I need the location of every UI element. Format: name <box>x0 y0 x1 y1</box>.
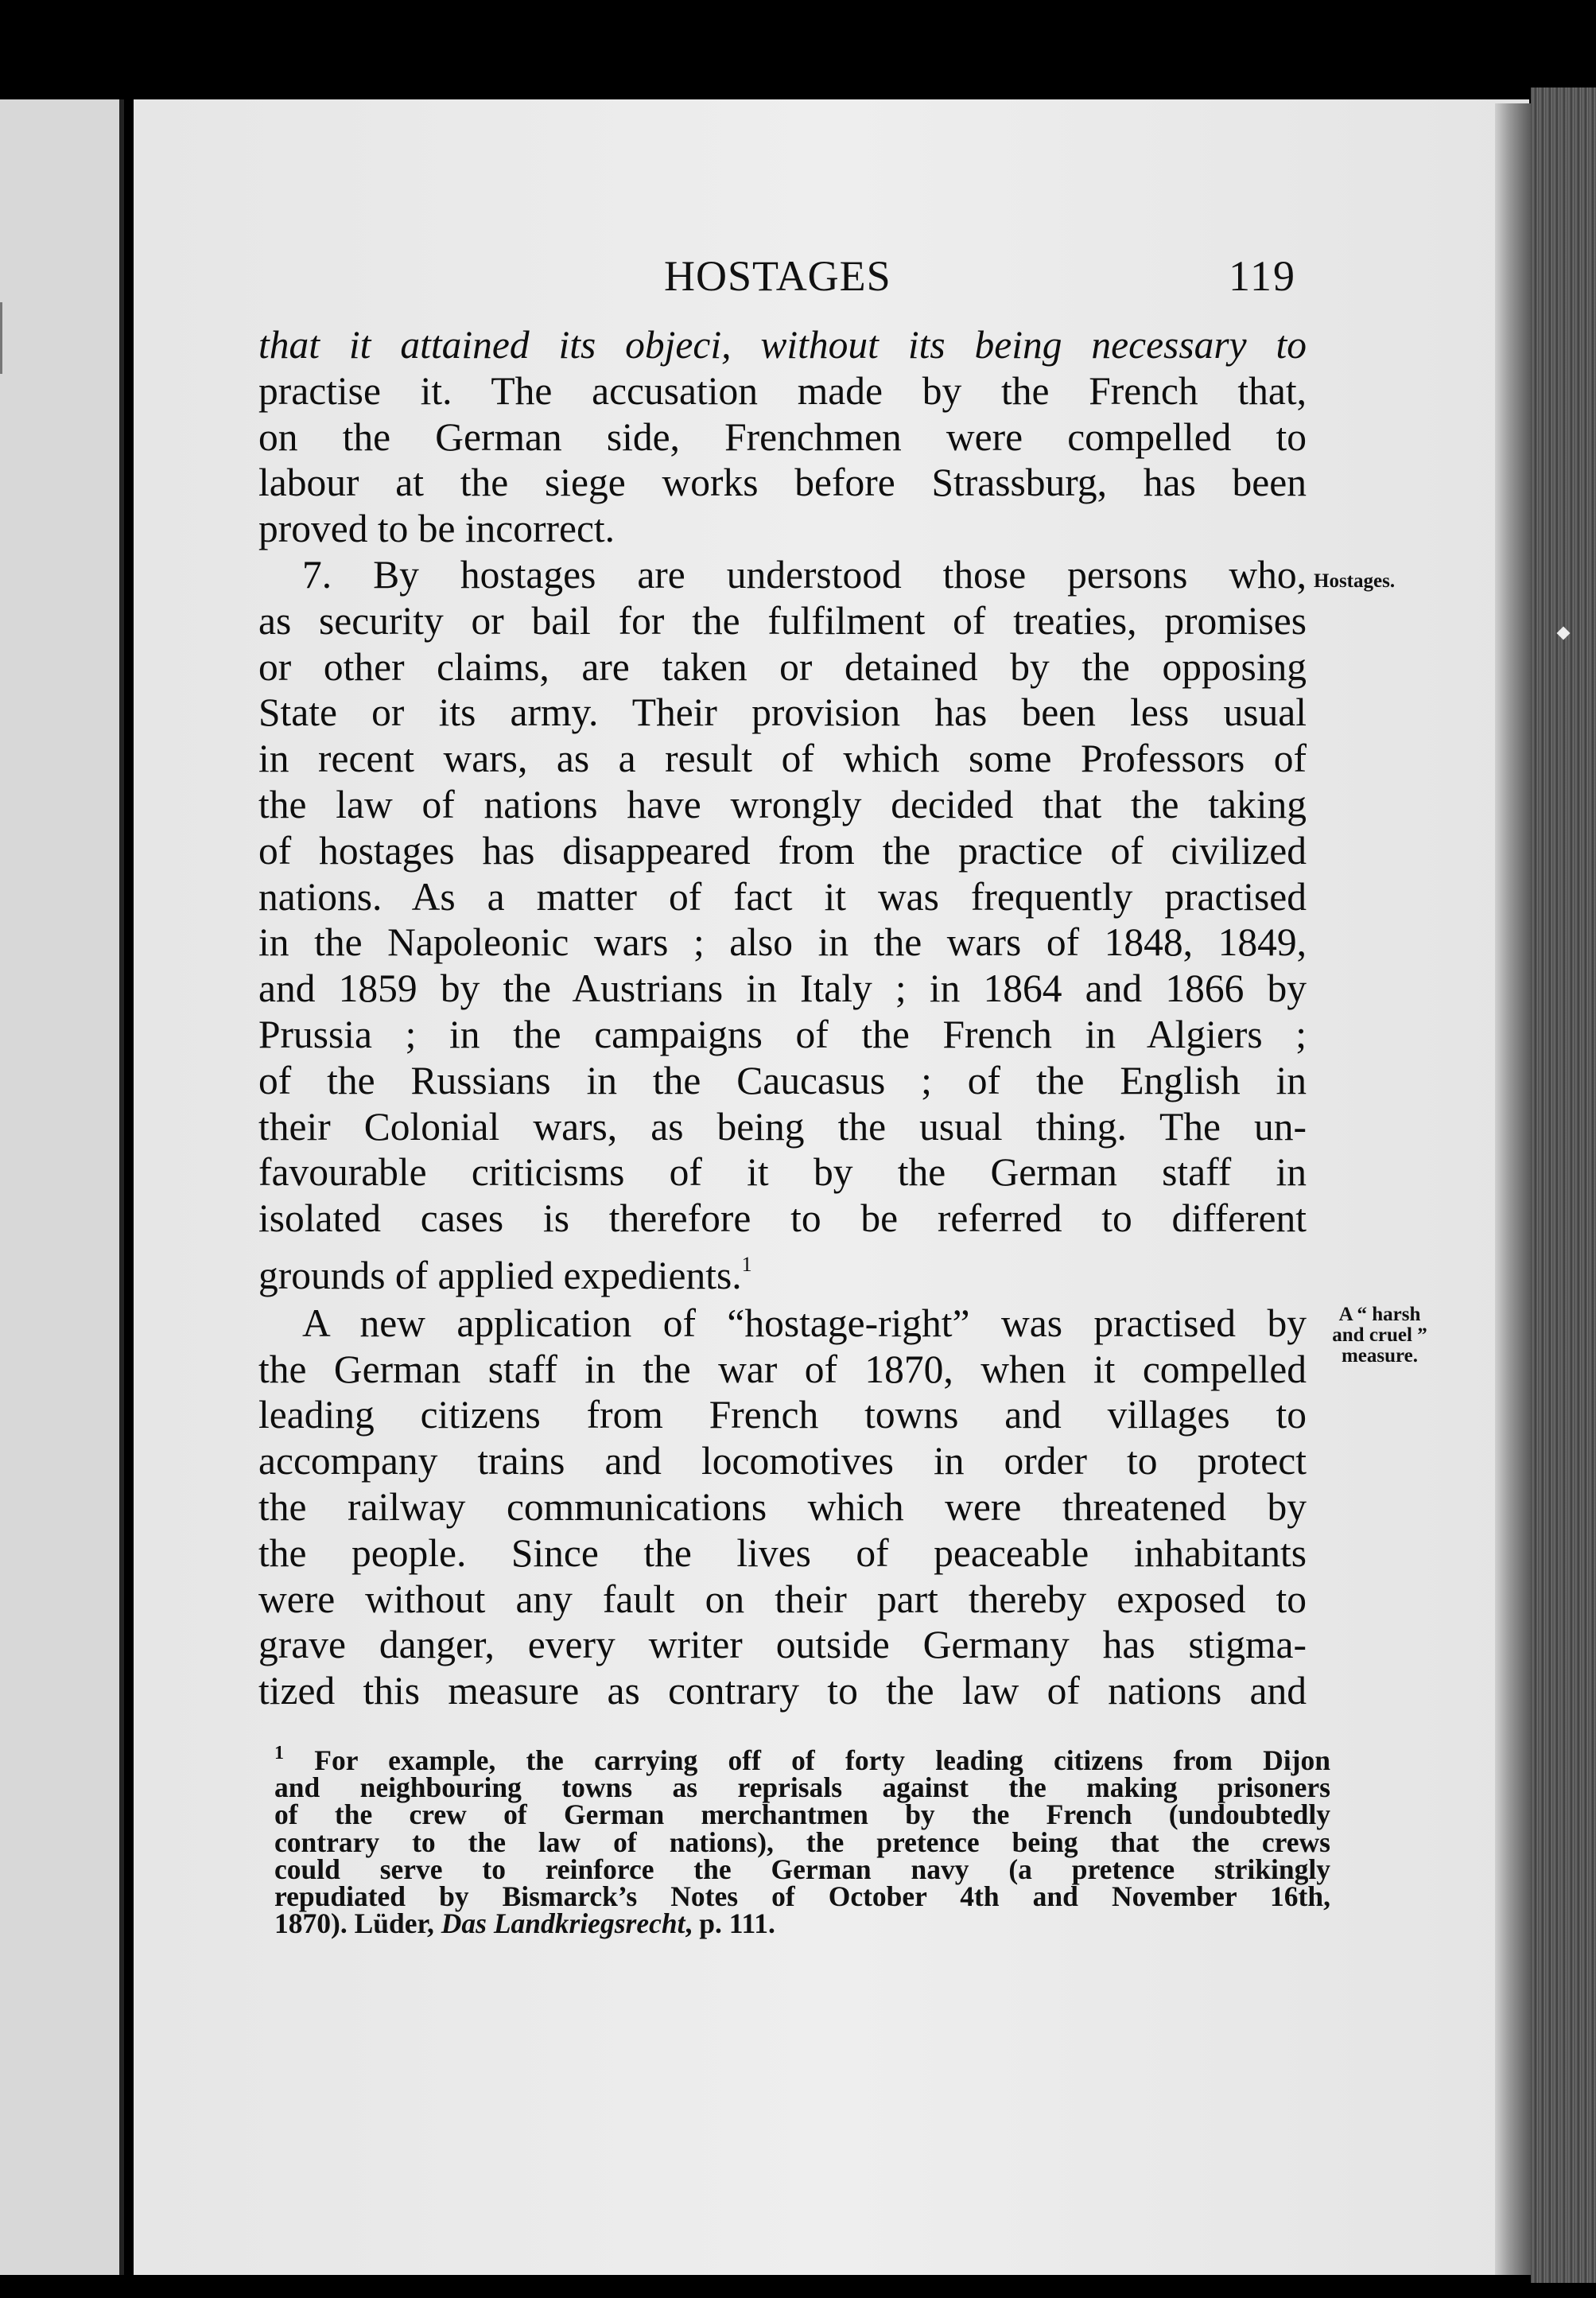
page-number: 119 <box>1229 252 1296 300</box>
margin-note-hostages: Hostages. <box>1314 570 1396 592</box>
facing-page <box>0 99 124 2275</box>
text-line: or other claims, are taken or detained by the opposing <box>258 644 1307 689</box>
text-line: tized this measure as contrary to the law of nations and <box>258 1669 1307 1713</box>
text-line: their Colonial wars, as being the usual thing. The un- <box>258 1104 1307 1149</box>
text-line <box>258 322 1307 368</box>
page-gutter-shadow <box>1495 103 1531 2275</box>
footnote-line: and neighbouring towns as reprisals against the making prisoners <box>274 1771 1330 1804</box>
text-line: labour at the siege works before Strassburg, has been <box>258 461 1307 505</box>
text-line: in the Napoleonic wars ; also in the wars of 1848, 1849, <box>258 920 1307 965</box>
text-line: favourable criticisms of it by the German staff in <box>258 1150 1307 1195</box>
footnote-line <box>274 1740 1330 1774</box>
text-line: the railway communications which were threatened by <box>258 1484 1307 1529</box>
text-line <box>258 1242 1307 1299</box>
footnote-text: For example, the carrying off of forty leading citizens from Dijon <box>314 1744 1331 1776</box>
text-line: Prussia ; in the campaigns of the French in Algiers ; <box>258 1012 1307 1056</box>
text-line: of hostages has disappeared from the practice of civilized <box>258 828 1307 873</box>
text-line: practise it. The accusation made by the French that, <box>258 368 1307 413</box>
text-line: as security or bail for the fulfilment of treaties, promises <box>258 598 1307 643</box>
margin-note-harsh-measure <box>1320 1305 1439 1367</box>
text-line: on the German side, Frenchmen were compelled to <box>258 414 1307 459</box>
text-line: isolated cases is therefore to be referred to different <box>258 1196 1307 1241</box>
footnote-citation-title: Das Landkriegsrecht <box>441 1907 685 1940</box>
footnote-marker: 1 <box>274 1743 284 1763</box>
margin-note-line: measure. <box>1341 1345 1419 1367</box>
text-line: the law of nations have wrongly decided that the taking <box>258 782 1307 826</box>
text-line: State or its army. Their provision has been less usual <box>258 690 1307 735</box>
text-line-content: grounds of applied expedients. <box>258 1253 742 1297</box>
footnote-line: contrary to the law of nations), the pretence being that the crews <box>274 1826 1330 1858</box>
footnote-text: , p. 111. <box>685 1907 775 1940</box>
text-line: nations. As a matter of fact it was frequently practised <box>258 874 1307 919</box>
text-line: proved to be incorrect. <box>258 507 615 551</box>
text-line: of the Russians in the Caucasus ; of the English in <box>258 1058 1307 1102</box>
text-line: accompany trains and locomotives in order to protect <box>258 1439 1307 1483</box>
footnote <box>274 1740 1331 1940</box>
running-head <box>262 251 1296 307</box>
footnote-line: of the crew of German merchantmen by the French (undoubtedly <box>274 1798 1330 1831</box>
text-line: leading citizens from French towns and villages to <box>258 1393 1307 1437</box>
footnote-text: 1870). Lüder, <box>274 1907 441 1940</box>
text-line: were without any fault on their part thereby exposed to <box>258 1577 1307 1621</box>
footnote-line <box>274 1907 1330 1940</box>
margin-note-line: A “ harsh <box>1338 1304 1421 1325</box>
footnote-reference: 1 <box>741 1252 752 1276</box>
text-line: the German staff in the war of 1870, when it compelled <box>258 1347 1307 1391</box>
text-line: in recent wars, as a result of which some Professors of <box>258 737 1307 781</box>
text-line: 7. By hostages are understood those persons who, <box>302 552 1307 597</box>
footnote-line: repudiated by Bismarck’s Notes of October 4th and November 16th, <box>274 1880 1330 1913</box>
running-title: HOSTAGES <box>664 252 891 300</box>
page-stack-edge <box>1531 87 1596 2283</box>
margin-note-line: and cruel ” <box>1332 1324 1427 1346</box>
text-line-italic: that it attained its objeci, without its being necessary to <box>258 323 1307 367</box>
facing-page-edge <box>0 302 10 374</box>
body-text <box>258 322 1307 1714</box>
text-line: A new application of “hostage-right” was practised by <box>302 1301 1307 1345</box>
text-line: grave danger, every writer outside Germany has stigma- <box>258 1623 1307 1667</box>
footnote-line: could serve to reinforce the German navy (a pretence strikingly <box>274 1853 1330 1885</box>
text-line: the people. Since the lives of peaceable inhabitants <box>258 1530 1307 1575</box>
text-line: and 1859 by the Austrians in Italy ; in 1864 and 1866 by <box>258 966 1307 1011</box>
